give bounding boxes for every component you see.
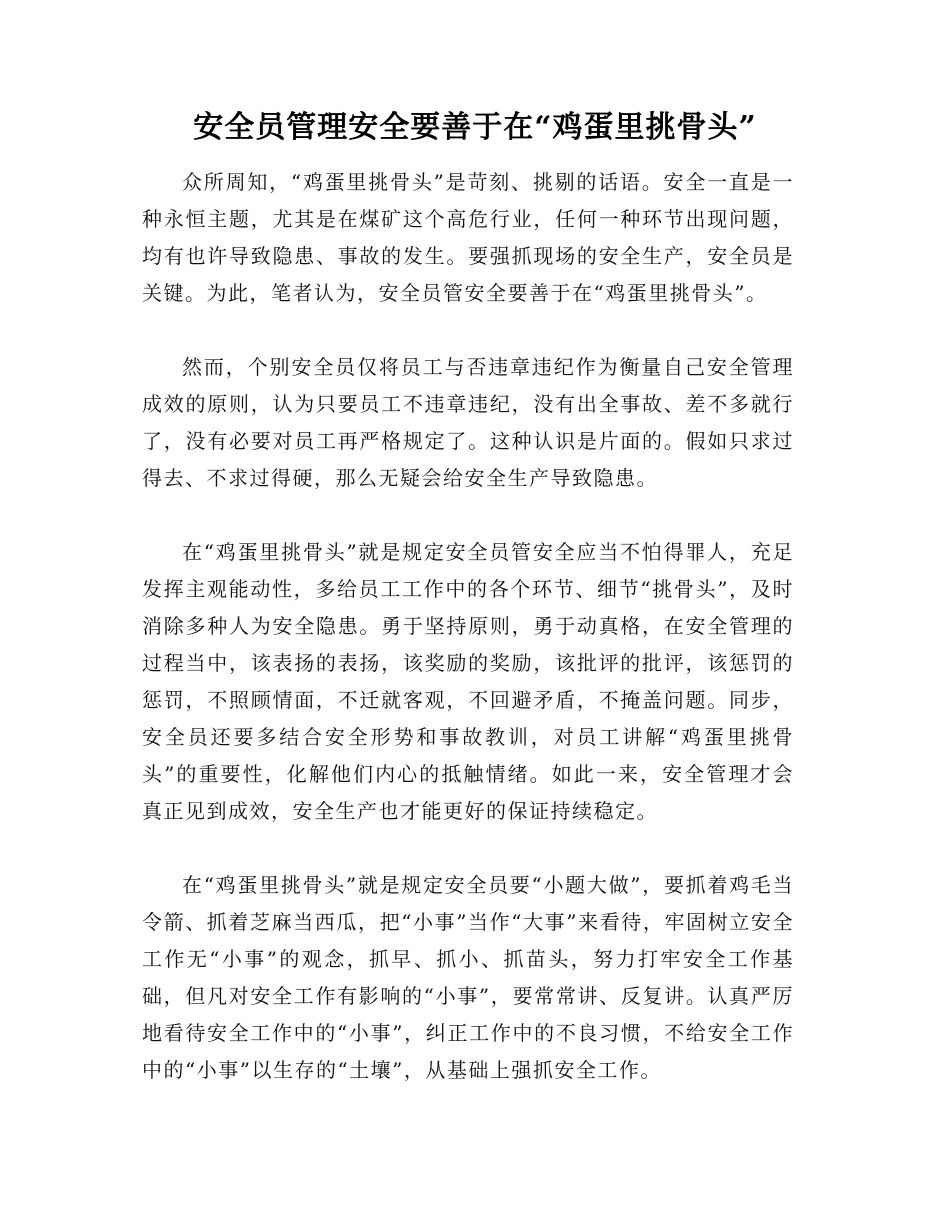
paragraph-3: 在“鸡蛋里挑骨头”就是规定安全员管安全应当不怕得罪人，充足发挥主观能动性，多给员工工作中的各个环节、细节“挑骨头”，及时消除多种人为安全隐患。勇于坚持原则，勇于动真格，在安全管理的过程当中，该表扬的表扬，该奖励的奖励，该批评的批评，该惩罚的惩罚，不照顾情面，不迁就客观，不回避矛盾，不掩盖问题。同步，安全员还要多结合安全形势和事故教训，对员工讲解“鸡蛋里挑骨头”的重要性，化解他们内心的抵触情绪。如此一来，安全管理才会真正见到成效，安全生产也才能更好的保证持续稳定。 — [142, 540, 794, 823]
paragraph-1: 众所周知，“鸡蛋里挑骨头”是苛刻、挑剔的话语。安全一直是一种永恒主题，尤其是在煤矿这个高危行业，任何一种环节出现问题，均有也许导致隐患、事故的发生。要强抓现场的安全生产，安全员是关键。为此，笔者认为，安全员管安全要善于在“鸡蛋里挑骨头”。 — [142, 170, 794, 305]
paragraph-4: 在“鸡蛋里挑骨头”就是规定安全员要“小题大做”，要抓着鸡毛当令箭、抓着芝麻当西瓜，把“小事”当作“大事”来看待，牢固树立安全工作无“小事”的观念，抓早、抓小、抓苗头，努力打牢安全工作基础，但凡对安全工作有影响的“小事”，要常常讲、反复讲。认真严厉地看待安全工作中的“小事”，纠正工作中的不良习惯，不给安全工作中的“小事”以生存的“土壤”，从基础上强抓安全工作。 — [142, 873, 794, 1082]
paragraph-2: 然而，个别安全员仅将员工与否违章违纪作为衡量自己安全管理成效的原则，认为只要员工不违章违纪，没有出全事故、差不多就行了，没有必要对员工再严格规定了。这种认识是片面的。假如只求过得去、不求过得硬，那么无疑会给安全生产导致隐患。 — [142, 355, 794, 490]
document-title: 安全员管理安全要善于在“鸡蛋里挑骨头” — [193, 110, 757, 145]
document-body — [142, 164, 794, 1089]
